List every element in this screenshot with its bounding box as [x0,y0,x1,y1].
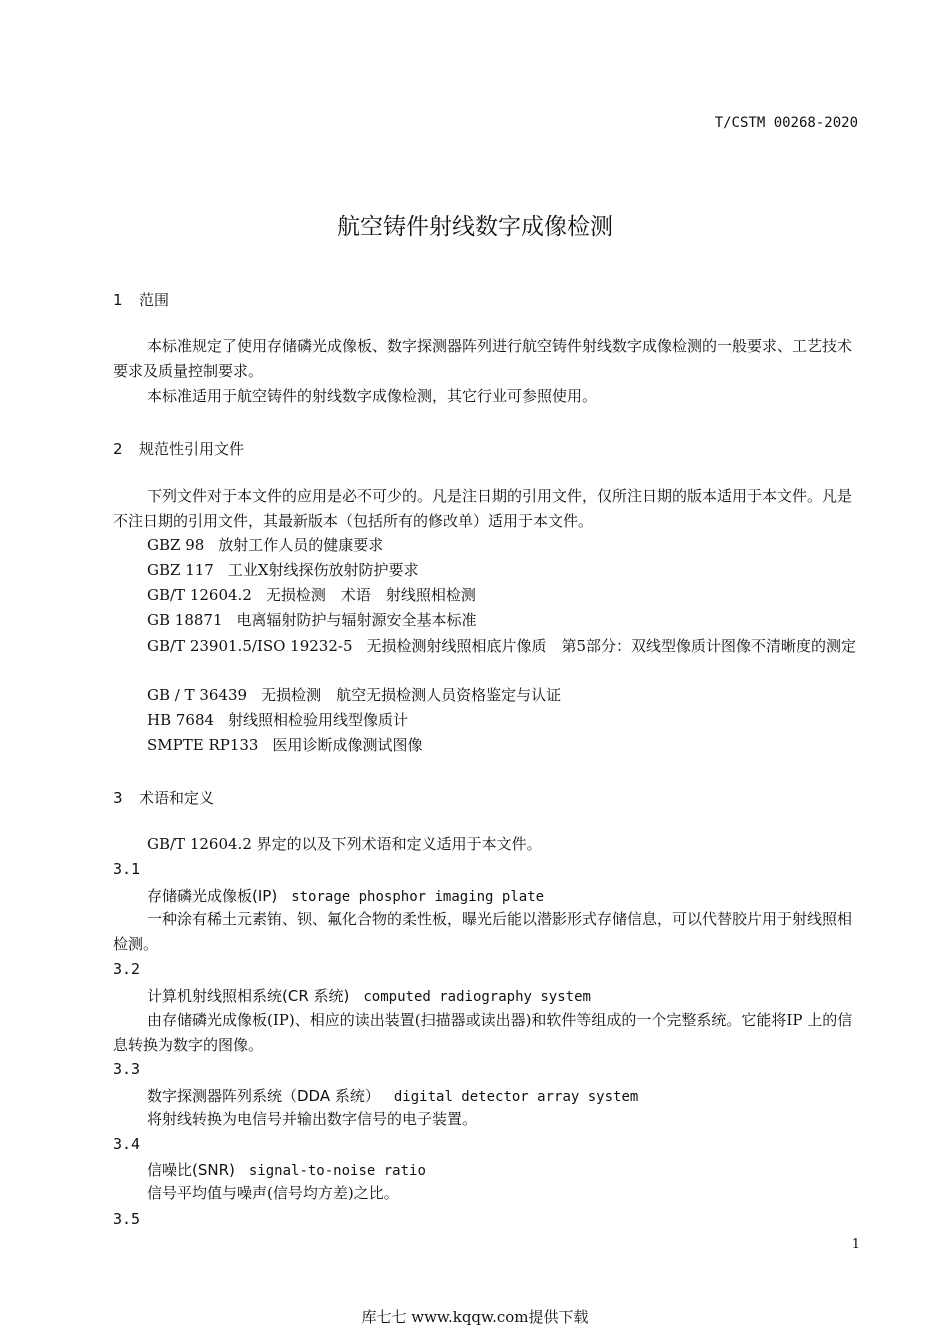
term-definition: 信号平均值与噪声(信号均方差)之比。 [147,1184,399,1202]
reference-code: GB 18871 [147,611,223,629]
term-en: computed radiography system [363,989,591,1005]
section-title: 术语和定义 [139,789,215,807]
term-number: 3.2 [113,960,141,978]
reference-title: 无损检测射线照相底片像质 第5部分：双线型像质计图像不清晰度的测定 [366,637,857,655]
reference-code: GBZ 117 [147,561,214,579]
section-1-heading [113,289,169,310]
term-zh: 计算机射线照相系统(CR 系统) [147,987,350,1005]
term-definition: 将射线转换为电信号并输出数字信号的电子装置。 [147,1110,478,1128]
document-title: 航空铸件射线数字成像检测 [337,214,613,240]
reference-code: GB/T 12604.2 [147,586,252,604]
reference-title: 电离辐射防护与辐射源安全基本标准 [236,611,477,629]
term-en: signal-to-noise ratio [248,1163,426,1179]
reference-item [147,584,476,605]
paragraph: GB/T 12604.2 界定的以及下列术语和定义适用于本文件。 [147,835,542,853]
term-heading [147,985,591,1006]
reference-code: GB / T 36439 [147,686,248,704]
term-zh: 存储磷光成像板(IP) [147,887,278,905]
term-number: 3.4 [113,1135,141,1153]
page-number: 1 [851,1237,860,1252]
section-number: 3 [113,789,123,807]
term-definition: 一种涂有稀土元素铕、钡、氟化合物的柔性板，曝光后能以潜影形式存储信息，可以代替胶片用于射线照相检测。 [113,910,853,953]
term-definition: 由存储磷光成像板(IP)、相应的读出装置(扫描器或读出器)和软件等组成的一个完整系统。它能将IP 上的信息转换为数字的图像。 [113,1011,853,1054]
term-heading [147,1159,426,1180]
term-en: storage phosphor imaging plate [291,889,545,905]
term-number: 3.3 [113,1060,141,1078]
section-number: 2 [113,440,123,458]
section-title: 规范性引用文件 [139,440,245,458]
section-title: 范围 [139,291,170,309]
reference-code: GB/T 23901.5/ISO 19232-5 [147,637,353,655]
term-number: 3.5 [113,1210,141,1228]
reference-title: 放射工作人员的健康要求 [218,536,384,554]
reference-item [147,709,408,730]
section-number: 1 [113,291,123,309]
document-number: T/CSTM 00268-2020 [714,115,858,131]
term-heading [147,1085,638,1106]
section-3-heading [113,787,214,808]
reference-code: SMPTE RP133 [147,736,259,754]
term-zh: 信噪比(SNR) [147,1161,235,1179]
term-zh: 数字探测器阵列系统（DDA 系统） [147,1087,380,1105]
reference-item [147,534,383,555]
reference-title: 医用诊断成像测试图像 [272,736,423,754]
reference-title: 无损检测 术语 射线照相检测 [265,586,476,604]
term-en: digital detector array system [393,1089,639,1105]
reference-title: 工业X射线探伤放射防护要求 [227,561,419,579]
paragraph: 本标准适用于航空铸件的射线数字成像检测，其它行业可参照使用。 [147,387,598,405]
reference-title: 射线照相检验用线型像质计 [228,711,409,729]
paragraph: 下列文件对于本文件的应用是必不可少的。凡是注日期的引用文件，仅所注日期的版本适用于本文件。凡是不注日期的引用文件，其最新版本（包括所有的修改单）适用于本文件。 [113,487,853,530]
reference-item [147,609,477,630]
term-number: 3.1 [113,860,141,878]
term-heading [147,885,544,906]
reference-item [147,734,422,755]
reference-title: 无损检测 航空无损检测人员资格鉴定与认证 [261,686,562,704]
footer-watermark: 库七七 www.kqqw.com提供下载 [361,1308,589,1326]
reference-item [113,634,861,659]
section-2-heading [113,438,244,459]
reference-code: GBZ 98 [147,536,205,554]
reference-item [147,559,419,580]
reference-code: HB 7684 [147,711,215,729]
reference-item [147,684,561,705]
paragraph: 本标准规定了使用存储磷光成像板、数字探测器阵列进行航空铸件射线数字成像检测的一般要求、工艺技术要求及质量控制要求。 [113,337,853,380]
